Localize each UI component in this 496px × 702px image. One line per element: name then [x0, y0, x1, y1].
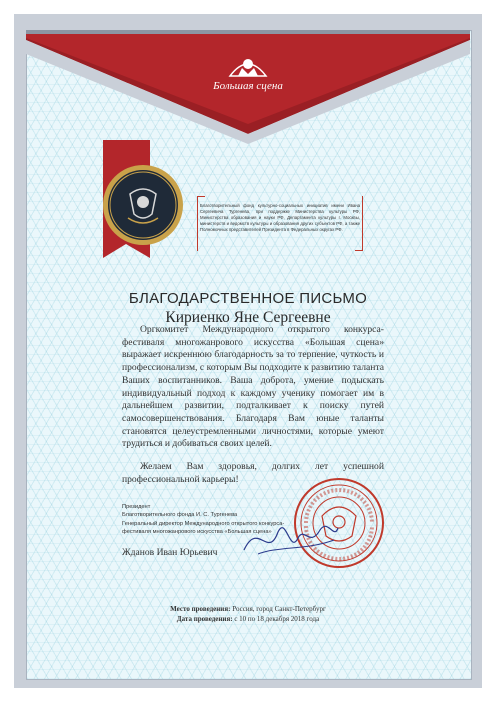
signer-title-line2: Благотворительного фонда И. С. Тургенева [122, 512, 238, 519]
fund-bracket-bottom [355, 250, 363, 251]
gold-medal-icon [100, 162, 186, 248]
recipient-name: Кириенко Яне Сергеевне [165, 309, 331, 326]
letter-wish: Желаем Вам здоровья, долгих лет успешной профессиональной карьеры! [122, 461, 384, 485]
place-label: Место проведения: [170, 605, 231, 613]
signer-title-line3: Генеральный директор Международного открытого конкурса- [122, 520, 285, 527]
date-value: с 10 по 18 декабря 2018 года [234, 615, 320, 623]
fund-bracket-top [197, 196, 205, 197]
signer-name: Жданов Иван Юрьевич [122, 547, 218, 558]
fund-bracket-left [197, 196, 198, 251]
event-place [0, 604, 496, 614]
fund-description: Благотворительный фонд культурно-социальных инициатив имени Ивана Сергеевича Тургенева, при поддержке Министерства культуры РФ, Министерства образования и науки РФ, Департамента культуры г. Москвы, министерств и ведомств культуры и образования других субъектов РФ, а также Полномочных представителей Президента в Федеральных округах РФ. [200, 203, 360, 232]
letter-body: Оргкомитет Международного открытого конкурса-фестиваля многожанрового искусства «Большая сцена» выражает искреннюю благодарность за то терпение, чуткость и профессионализм, с которым Вы подходите к развитию таланта Ваших воспитанников. Ваша доброта, умение подыскать индивидуальный подход к каждому ученику помогает им в дальнейшем развитии, подталкивает к поиску путей самосовершенствования. Благодаря Вам юные таланты становятся целеустремленными личностями, которые умеют трудиться и добиваться своих целей. [122, 324, 384, 450]
fund-bracket-right [362, 196, 363, 251]
document-title: БЛАГОДАРСТВЕННОЕ ПИСЬМО [128, 290, 368, 307]
theater-crown-icon [226, 50, 270, 80]
signer-title-line1: Президент [122, 504, 151, 510]
date-label: Дата проведения: [176, 615, 233, 623]
logo-text: Большая сцена [213, 80, 283, 92]
event-date [0, 614, 496, 624]
handwritten-signature [238, 510, 342, 565]
signer-title-line4: фестиваля многожанрового искусства «Большая сцена» [122, 529, 272, 536]
event-details [0, 604, 496, 624]
place-value: Россия, город Санкт-Петербург [232, 605, 326, 613]
